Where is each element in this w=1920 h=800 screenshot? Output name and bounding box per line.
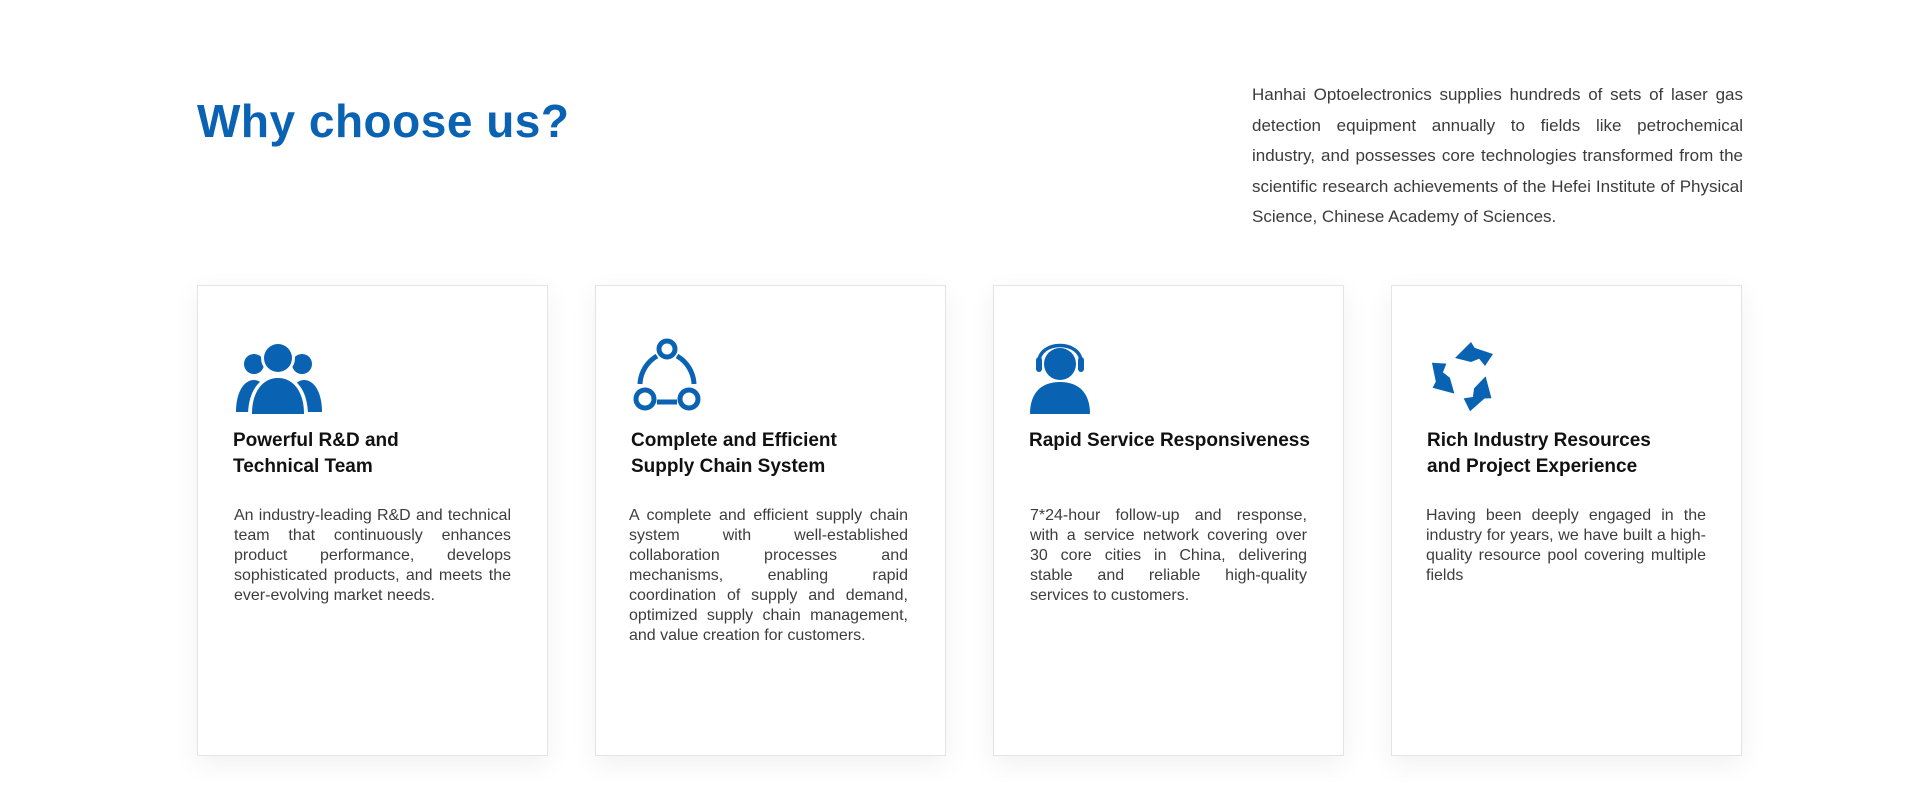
recycle-icon (1426, 334, 1526, 414)
page-title: Why choose us? (197, 95, 570, 147)
feature-cards (197, 285, 1743, 756)
intro-text: Hanhai Optoelectronics supplies hundreds of sets of laser gas detection equipment annually to fields like petrochemical industry, and possesses core technologies transformed from the scientific research achievements of the Hefei Institute of Physical Science, Chinese Academy of Sciences. (1252, 85, 1743, 226)
card-description: A complete and efficient supply chain system with well-established collaboration processes and mechanisms, enabling rapid coordination of supply and demand, optimized supply chain management, and value creation for customers. (629, 507, 908, 644)
card-description: 7*24-hour follow-up and response, with a service network covering over 30 core cities in China, delivering stable and reliable high-quality services to customers. (1030, 507, 1307, 604)
network-icon (630, 334, 730, 414)
card-title: Powerful R&D and Technical Team (233, 430, 399, 477)
feature-card-rd-team[interactable] (197, 285, 548, 756)
card-title: Rich Industry Resources and Project Experience (1427, 430, 1651, 477)
card-description: An industry-leading R&D and technical team that continuously enhances product performance, develops sophisticated products, and meets the ever-evolving market needs. (234, 507, 511, 604)
feature-card-supply-chain[interactable] (595, 285, 946, 756)
feature-card-resources[interactable] (1391, 285, 1742, 756)
team-icon (232, 334, 332, 414)
card-title: Rapid Service Responsiveness (1029, 430, 1310, 451)
feature-card-service[interactable] (993, 285, 1344, 756)
card-title: Complete and Efficient Supply Chain System (631, 430, 837, 477)
card-description: Having been deeply engaged in the industry for years, we have built a high-quality resource pool covering multiple fields (1426, 507, 1706, 584)
headset-icon (1028, 334, 1128, 414)
